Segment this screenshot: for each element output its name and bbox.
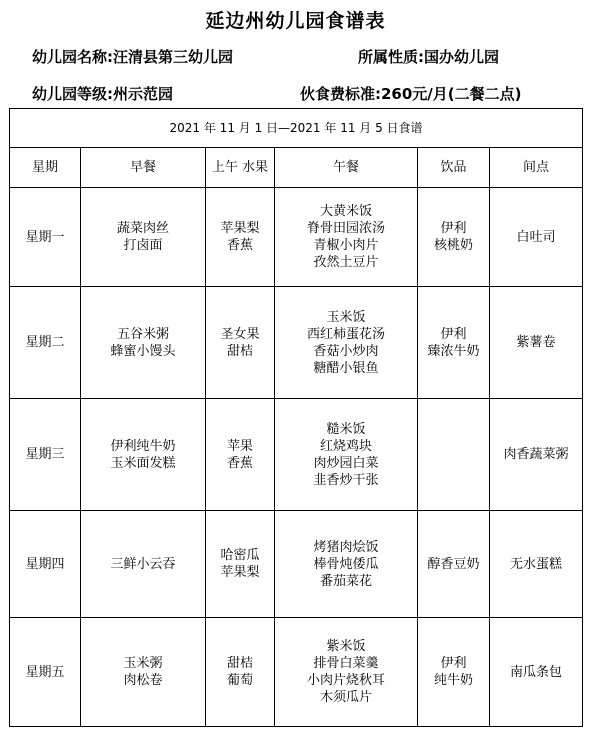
meal-fee-label: 伙食费标准: bbox=[300, 85, 381, 103]
fruit-cell: 甜桔 葡萄 bbox=[206, 618, 275, 727]
kindergarten-nature-value: 国办幼儿园 bbox=[424, 48, 500, 66]
breakfast-cell: 玉米粥 肉松卷 bbox=[81, 618, 206, 727]
kindergarten-level bbox=[32, 83, 173, 104]
fruit-cell: 苹果梨 香蕉 bbox=[206, 188, 275, 287]
snack-cell: 紫薯卷 bbox=[490, 287, 583, 399]
table-row bbox=[10, 511, 583, 618]
date-range: 2021 年 11 月 1 日—2021 年 11 月 5 日食谱 bbox=[10, 109, 583, 148]
header-breakfast: 早餐 bbox=[81, 148, 206, 188]
page-title: 延边州幼儿园食谱表 bbox=[205, 10, 386, 32]
date-range-row bbox=[10, 109, 583, 148]
day-cell: 星期三 bbox=[10, 399, 81, 511]
lunch-cell: 烤猪肉烩饭 棒骨炖倭瓜 番茄菜花 bbox=[275, 511, 418, 618]
menu-table bbox=[9, 108, 583, 727]
header-lunch: 午餐 bbox=[275, 148, 418, 188]
lunch-cell: 玉米饭 西红柿蛋花汤 香菇小炒肉 糖醋小银鱼 bbox=[275, 287, 418, 399]
drink-cell: 伊利 臻浓牛奶 bbox=[418, 287, 490, 399]
day-cell: 星期五 bbox=[10, 618, 81, 727]
breakfast-cell: 伊利纯牛奶 玉米面发糕 bbox=[81, 399, 206, 511]
day-cell: 星期一 bbox=[10, 188, 81, 287]
kindergarten-name-value: 汪清县第三幼儿园 bbox=[113, 48, 234, 66]
meal-fee bbox=[300, 83, 522, 104]
lunch-cell: 糙米饭 红烧鸡块 肉炒园白菜 韭香炒干张 bbox=[275, 399, 418, 511]
drink-cell: 伊利 核桃奶 bbox=[418, 188, 490, 287]
kindergarten-nature-label: 所属性质: bbox=[358, 48, 424, 66]
table-row bbox=[10, 287, 583, 399]
kindergarten-name-label: 幼儿园名称: bbox=[32, 48, 113, 66]
snack-cell: 肉香蔬菜粥 bbox=[490, 399, 583, 511]
meal-fee-value: 260元/月(二餐二点) bbox=[381, 85, 522, 103]
snack-cell: 无水蛋糕 bbox=[490, 511, 583, 618]
snack-cell: 白吐司 bbox=[490, 188, 583, 287]
lunch-cell: 大黄米饭 脊骨田园浓汤 青椒小肉片 孜然土豆片 bbox=[275, 188, 418, 287]
fruit-cell: 哈密瓜 苹果梨 bbox=[206, 511, 275, 618]
table-row bbox=[10, 399, 583, 511]
breakfast-cell: 蔬菜肉丝 打卤面 bbox=[81, 188, 206, 287]
header-snack: 间点 bbox=[490, 148, 583, 188]
kindergarten-level-label: 幼儿园等级: bbox=[32, 85, 113, 103]
fruit-cell: 苹果 香蕉 bbox=[206, 399, 275, 511]
day-cell: 星期二 bbox=[10, 287, 81, 399]
table-row bbox=[10, 188, 583, 287]
kindergarten-nature bbox=[358, 46, 499, 67]
drink-cell: 伊利 纯牛奶 bbox=[418, 618, 490, 727]
lunch-cell: 紫米饭 排骨白菜羹 小肉片烧秋耳 木须瓜片 bbox=[275, 618, 418, 727]
drink-cell: 醇香豆奶 bbox=[418, 511, 490, 618]
breakfast-cell: 三鲜小云吞 bbox=[81, 511, 206, 618]
breakfast-cell: 五谷米粥 蜂蜜小馒头 bbox=[81, 287, 206, 399]
kindergarten-name bbox=[32, 46, 233, 67]
kindergarten-level-value: 州示范园 bbox=[113, 85, 174, 103]
snack-cell: 南瓜条包 bbox=[490, 618, 583, 727]
header-drink: 饮品 bbox=[418, 148, 490, 188]
table-row bbox=[10, 618, 583, 727]
day-cell: 星期四 bbox=[10, 511, 81, 618]
header-row bbox=[10, 148, 583, 188]
header-day: 星期 bbox=[10, 148, 81, 188]
header-fruit: 上午 水果 bbox=[206, 148, 275, 188]
drink-cell bbox=[418, 399, 490, 511]
fruit-cell: 圣女果 甜桔 bbox=[206, 287, 275, 399]
